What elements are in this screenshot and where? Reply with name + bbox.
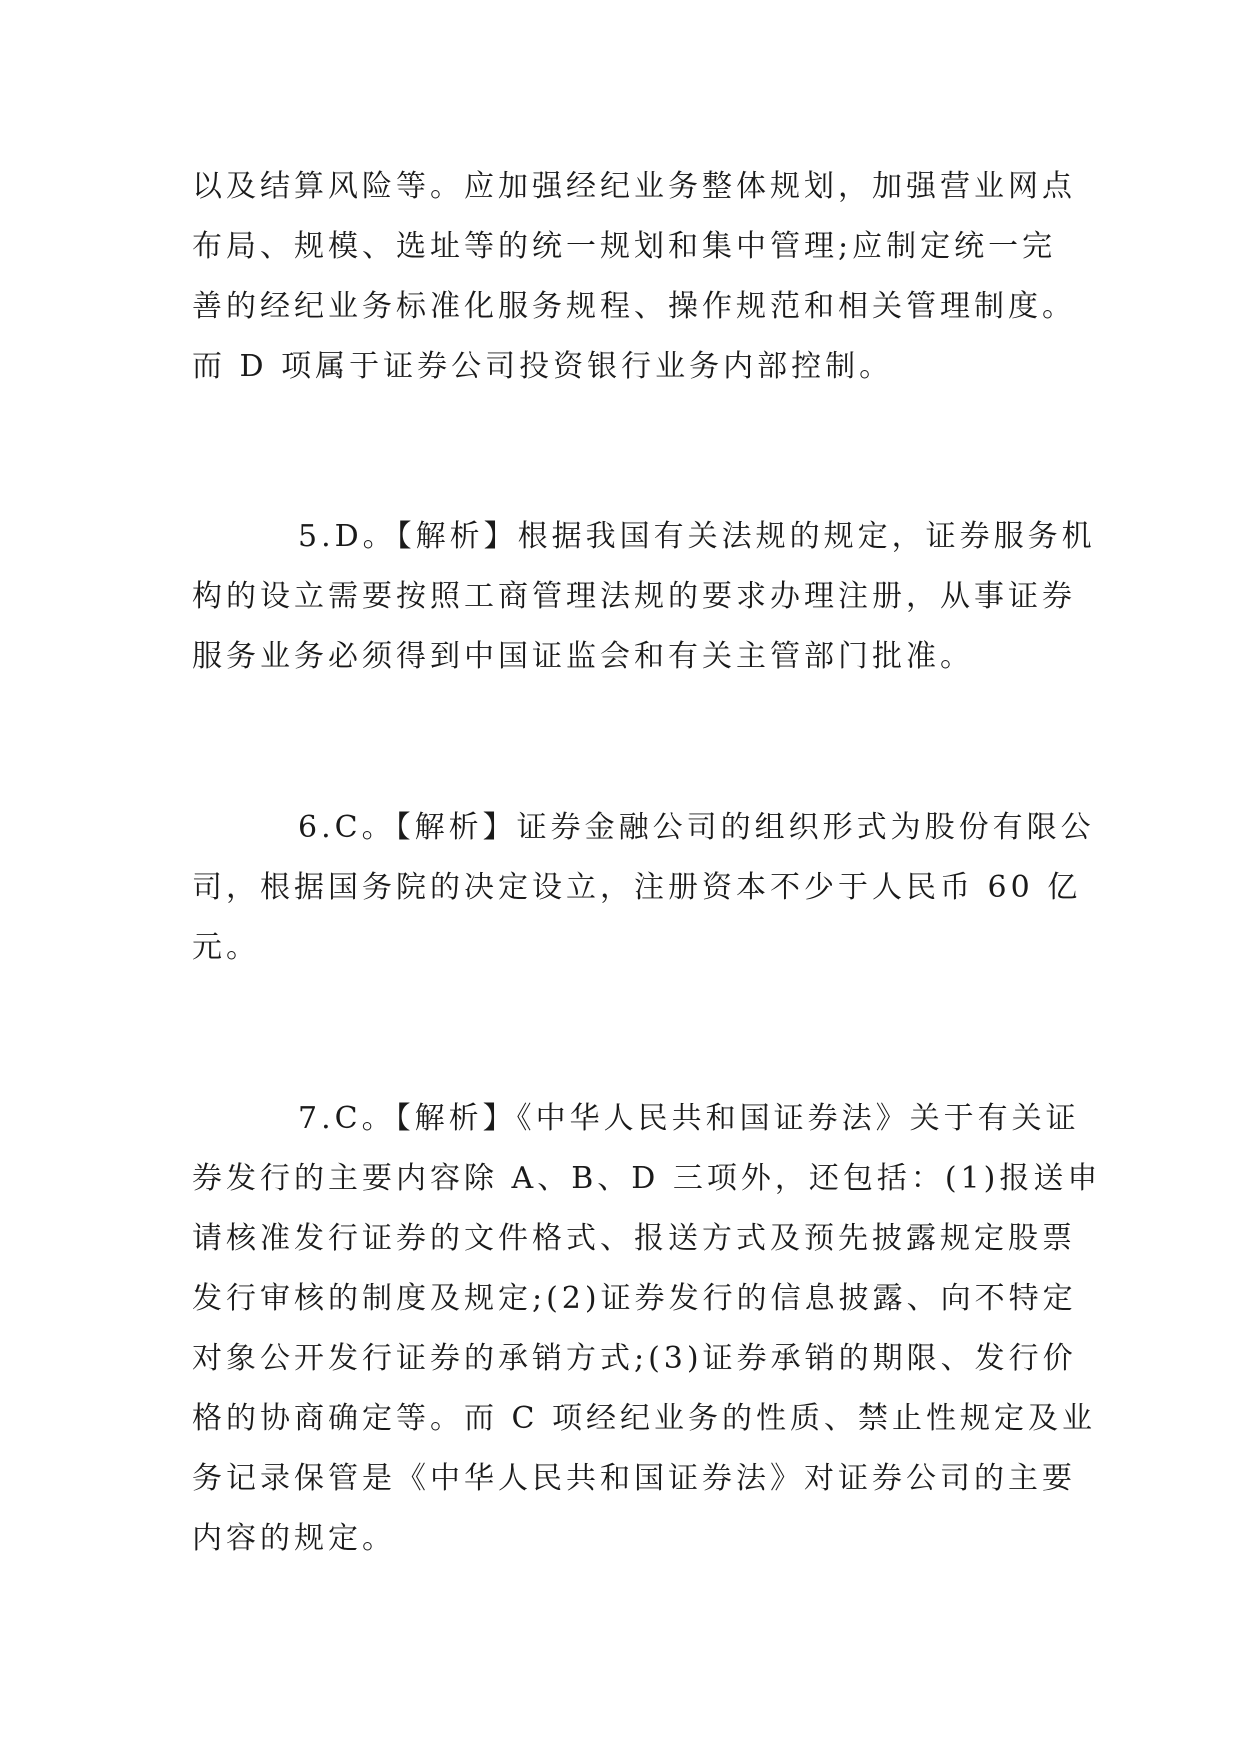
text-line: 5.D。【解析】根据我国有关法规的规定，证券服务机 xyxy=(298,519,1096,554)
text-line: 元。 xyxy=(192,930,260,965)
text-line: 服务业务必须得到中国证监会和有关主管部门批准。 xyxy=(192,639,974,674)
paragraph-answer-7 xyxy=(192,1089,1102,1569)
text-line: 构的设立需要按照工商管理法规的要求办理注册，从事证券 xyxy=(192,579,1076,614)
text-line: 对象公开发行证券的承销方式;(3)证券承销的期限、发行价 xyxy=(192,1341,1077,1376)
text-line: 务记录保管是《中华人民共和国证券法》对证券公司的主要 xyxy=(192,1461,1076,1496)
text-line: 6.C。【解析】证券金融公司的组织形式为股份有限公 xyxy=(298,810,1095,845)
text-line: 格的协商确定等。而 C 项经纪业务的性质、禁止性规定及业 xyxy=(192,1401,1097,1436)
text-line: 善的经纪业务标准化服务规程、操作规范和相关管理制度。 xyxy=(192,289,1076,324)
paragraph-answer-5 xyxy=(192,507,1096,687)
text-line: 券发行的主要内容除 A、B、D 三项外，还包括：(1)报送申 xyxy=(192,1161,1102,1196)
text-line: 内容的规定。 xyxy=(192,1521,396,1556)
text-line: 布局、规模、选址等的统一规划和集中管理;应制定统一完 xyxy=(192,229,1057,264)
text-line: 司，根据国务院的决定设立，注册资本不少于人民币 60 亿 xyxy=(192,870,1082,905)
text-line: 发行审核的制度及规定;(2)证券发行的信息披露、向不特定 xyxy=(192,1281,1077,1316)
text-line: 请核准发行证券的文件格式、报送方式及预先披露规定股票 xyxy=(192,1221,1076,1256)
paragraph-answer-6 xyxy=(192,798,1095,978)
text-line: 7.C。【解析】《中华人民共和国证券法》关于有关证 xyxy=(298,1101,1080,1136)
text-line: 而 D 项属于证券公司投资银行业务内部控制。 xyxy=(192,349,894,384)
text-line: 以及结算风险等。应加强经纪业务整体规划，加强营业网点 xyxy=(192,169,1076,204)
paragraph-continued-explanation xyxy=(192,157,1076,397)
